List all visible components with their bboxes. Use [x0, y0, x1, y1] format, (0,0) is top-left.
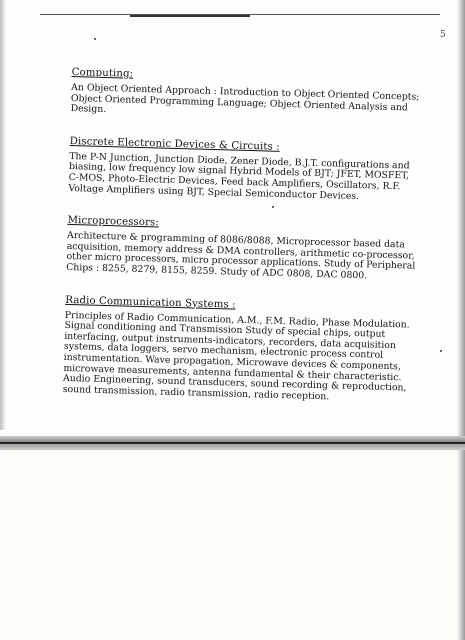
- section-discrete-electronic-devices: [68, 129, 420, 204]
- scan-edge-line-dark: [130, 15, 250, 17]
- section-computing: [70, 60, 421, 125]
- section-body: The P-N Junction, Junction Diode, Zener Diode, B.J.T. configurations and biasing, low frequency low signal Hybrid Models of BJT; JFET, MOSFET, C-MOS, Photo-Electric Devices, Feed back Amplifiers, Oscillators, R.F. Voltage Amplifiers using BJT, Special Semiconductor Devices.: [68, 150, 410, 202]
- next-page-sheet: [6, 450, 457, 640]
- section-body: Architecture & programming of 8086/8088, Microprocessor based data acquisition, memory address & DMA controllers, arithmetic co-processor, other micro processors, micro processor applications. Study of Peripheral Chips : 8255, 8279, 8155, 8259. Study of ADC 0808, DAC 0800.: [66, 230, 416, 282]
- section-heading: Discrete Electronic Devices & Circuits :: [69, 135, 280, 153]
- scan-speck: [94, 38, 96, 40]
- section-heading: Computing:: [71, 66, 134, 80]
- section-radio-communication-systems: [63, 287, 416, 404]
- section-body: An Object Oriented Approach : Introduction to Object Oriented Concepts; Object Oriented Programming Language; Object Oriented Analysis and Design.: [70, 81, 420, 116]
- section-heading: Radio Communication Systems :: [65, 294, 236, 311]
- left-edge-shadow: [0, 0, 6, 430]
- page-number-mark: 5: [440, 30, 446, 40]
- scan-speck: [440, 350, 442, 352]
- section-body: Principles of Radio Communication, A.M., F.M. Radio, Phase Modulation. Signal conditioning and Transmission Study of special chips, output interfacing, output instruments-indicators, recorders, data acquisition systems, data loggers, servo mechanism, electronic process control instrumentation. Wave propagation, Microwave devices & components, microwave measurements, antenna fundamental & their characteristic. Audio Engineering, sound transducers, sound recording & reproduction, sound transmission, radio transmission, radio reception.: [62, 309, 410, 403]
- section-heading: Microprocessors:: [67, 215, 160, 229]
- section-microprocessors: [66, 208, 418, 283]
- right-edge-shadow: [457, 0, 465, 640]
- page-break-line: [0, 442, 465, 444]
- syllabus-content: [62, 60, 422, 419]
